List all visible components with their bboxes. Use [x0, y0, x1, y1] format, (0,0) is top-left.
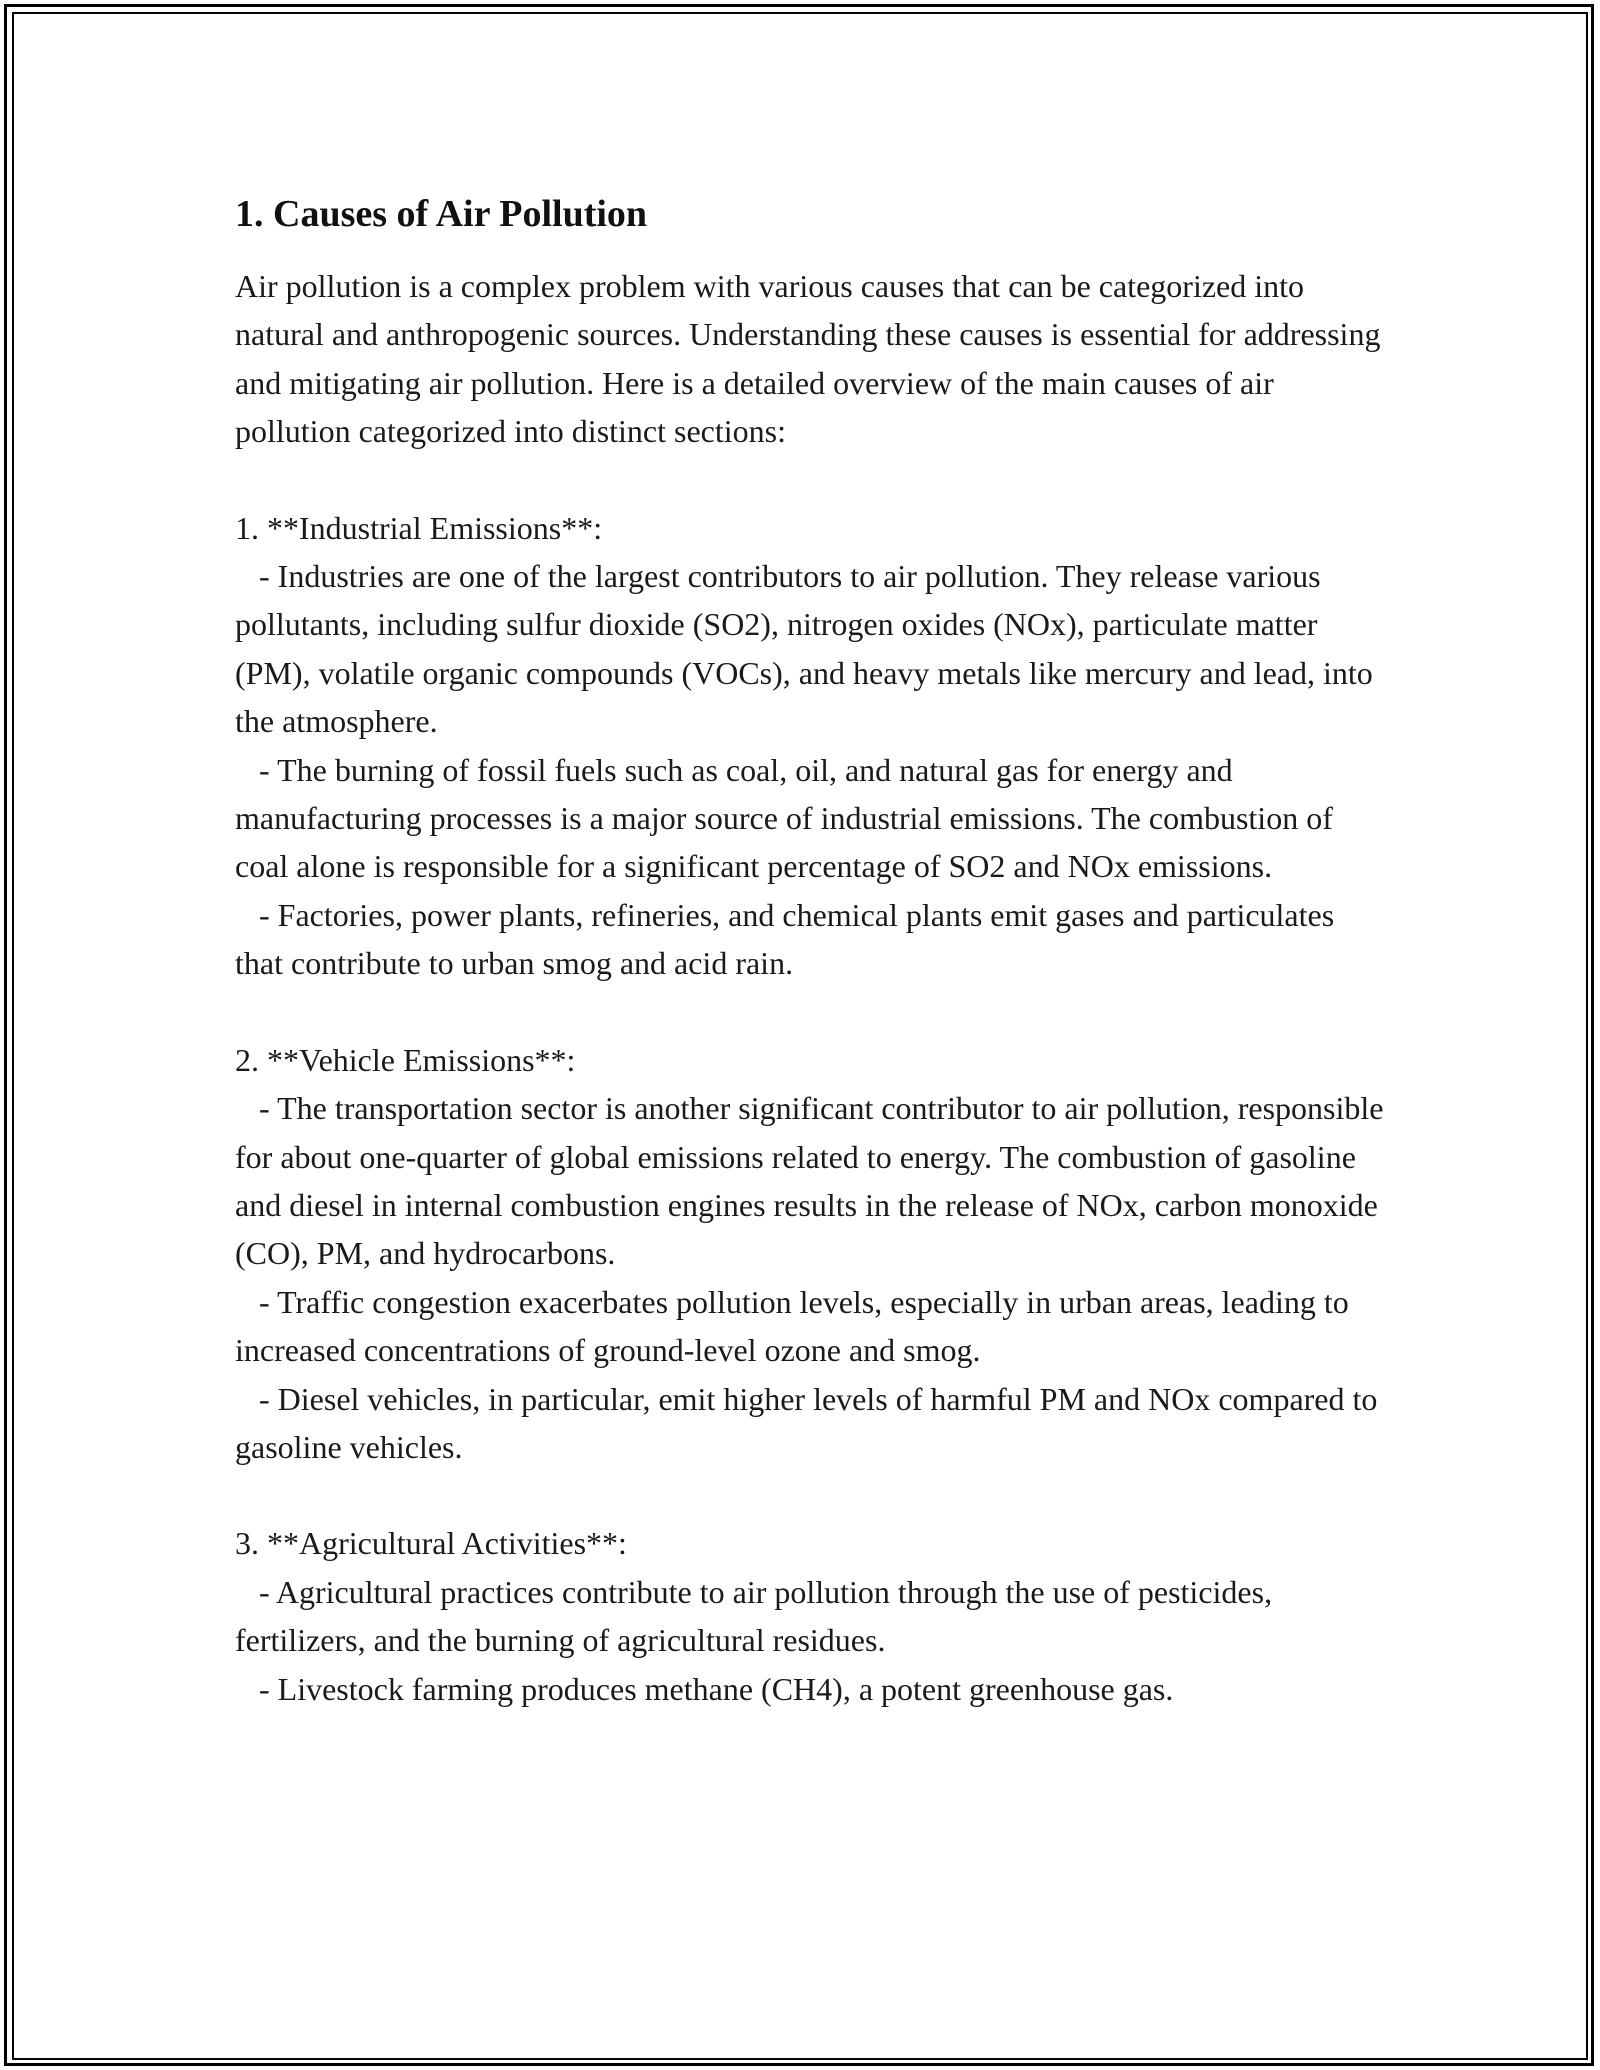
bullet-item: - The burning of fossil fuels such as coal, oil, and natural gas for energy and manufacturing processes is a major source of industrial emissions. The combustion of coal alone is responsible for a significant percentage of SO2 and NOx emissions. — [235, 751, 1341, 885]
section-agricultural-activities — [235, 1519, 1385, 1713]
bullet-item: - Diesel vehicles, in particular, emit higher levels of harmful PM and NOx compared to gasoline vehicles. — [235, 1380, 1386, 1465]
section-heading: 2. **Vehicle Emissions**: — [235, 1041, 576, 1078]
bullet-item: - The transportation sector is another significant contributor to air pollution, responsible for about one-quarter of global emissions related to energy. The combustion of gasoline and diesel in internal combustion engines results in the release of NOx, carbon monoxide (CO), PM, and hydrocarbons. — [235, 1090, 1392, 1272]
section-vehicle-emissions — [235, 1036, 1392, 1472]
bullet-item: - Agricultural practices contribute to air pollution through the use of pesticides, fertilizers, and the burning of agricultural residues. — [235, 1573, 1281, 1659]
document-body — [235, 186, 1392, 1713]
document-title: 1. Causes of Air Pollution — [235, 193, 648, 235]
bullet-item: - Industries are one of the largest contributors to air pollution. They release various pollutants, including sulfur dioxide (SO2), nitrogen oxides (NOx), particulate matter (PM), volatile organic compounds (VOCs), and heavy metals like mercury and lead, into the atmosphere. — [235, 558, 1381, 740]
intro-paragraph: Air pollution is a complex problem with various causes that can be categorized into natural and anthropogenic sources. Understanding these causes is essential for addressing and mitigating air pollution. Here is a detailed overview of the main causes of air pollution categorized into distinct sections: — [235, 268, 1389, 450]
bullet-item: - Livestock farming produces methane (CH4), a potent greenhouse gas. — [235, 1670, 1174, 1707]
section-industrial-emissions — [235, 504, 1385, 988]
bullet-item: - Factories, power plants, refineries, and chemical plants emit gases and particulates that contribute to urban smog and acid rain. — [235, 896, 1343, 982]
section-heading: 1. **Industrial Emissions**: — [235, 509, 603, 546]
bullet-item: - Traffic congestion exacerbates pollution levels, especially in urban areas, leading to increased concentrations of ground-level ozone and smog. — [235, 1283, 1357, 1369]
section-heading: 3. **Agricultural Activities**: — [235, 1525, 627, 1562]
